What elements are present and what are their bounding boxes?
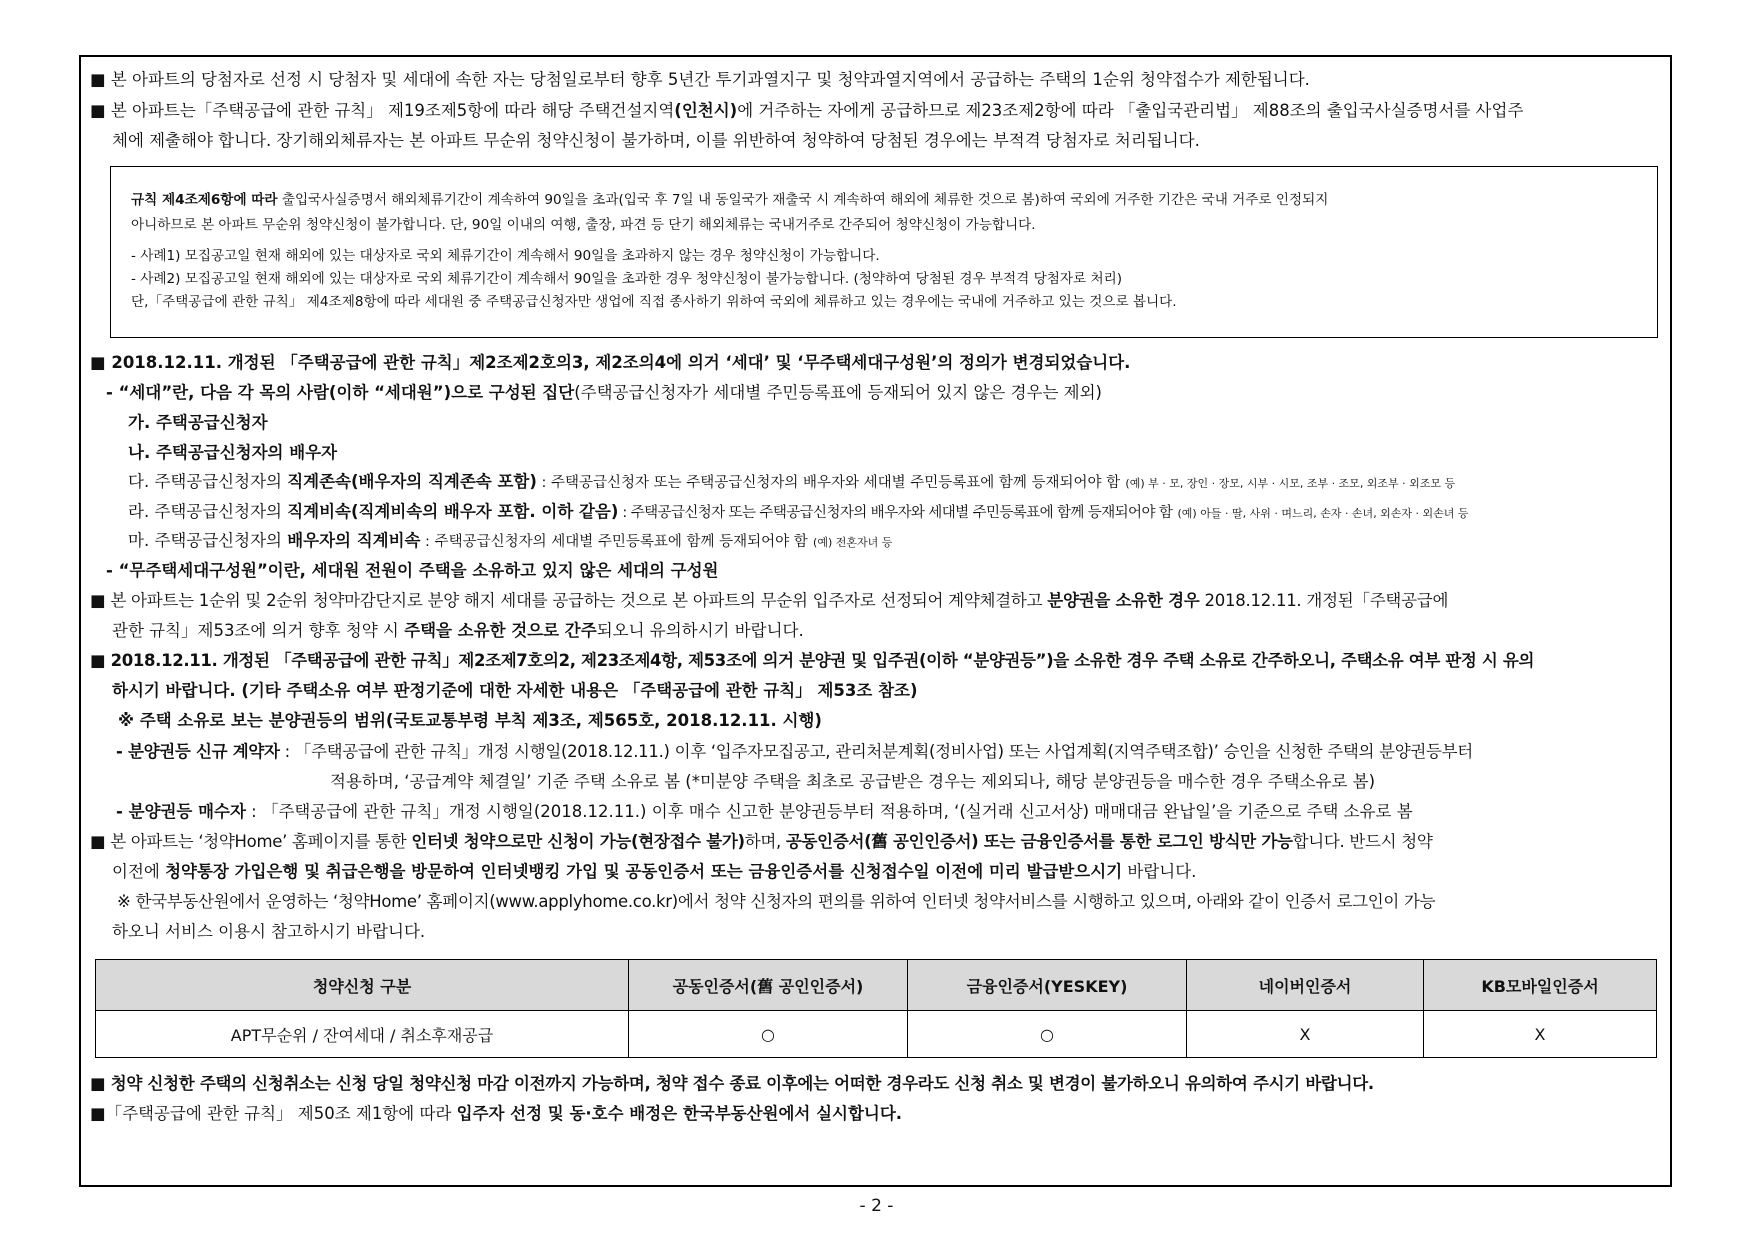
box-case-1: - 사례1) 모집공고일 현재 해외에 있는 대상자로 국외 체류기간이 계속해서 90일을 초과하지 않는 경우 청약신청이 가능합니다. [131,248,880,264]
table-cell: X [1424,1011,1657,1058]
table-header-cell: 청약신청 구분 [96,960,629,1011]
page-number: - 2 - [859,1196,894,1216]
table-cell: ○ [629,1011,908,1058]
box-line-1: 규칙 제4조제6항에 따라 출입국사실증명서 해외체류기간이 계속하여 90일을 초과(입국 후 7일 내 동일국가 재출국 시 계속하여 해외에 체류한 것으로 봄)하여 국외에 거주한 기간은 국내 거주로 인정되지 [131,192,1329,208]
household-item-ga: 가. 주택공급신청자 [128,413,268,432]
household-item-da: 다. 주택공급신청자의 직계존속(배우자의 직계존속 포함) : 주택공급신청자 또는 주택공급신청자의 배우자와 세대별 주민등록표에 함께 등재되어야 함 (예) 부 · 모, 장인 · 장모, 시부 · 시모, 조부 · 조모, 외조부 · 외조모 등 [128,472,1456,491]
box-exception: 단,「주택공급에 관한 규칙」 제4조제8항에 따라 세대원 중 주택공급신청자만 생업에 직접 종사하기 위하여 국외에 체류하고 있는 경우에는 국내에 거주하고 있는 것으로 봅니다. [131,294,1177,310]
household-heading: ■ 2018.12.11. 개정된 「주택공급에 관한 규칙」제2조제2호의3, 제2조의4에 의거 ‘세대’ 및 ‘무주택세대구성원’의 정의가 변경되었습니다. [90,353,1131,372]
bunyang-notice: ■ 본 아파트는 1순위 및 2순위 청약마감단지로 분양 해지 세대를 공급하는 것으로 본 아파트의 무순위 입주자로 선정되어 계약체결하고 분양권을 소유한 경우 2018.12.11. 개정된「주택공급에 [90,591,1449,610]
household-item-ra: 라. 주택공급신청자의 직계비속(직계비속의 배우자 포함. 이하 같음) : 주택공급신청자 또는 주택공급신청자의 배우자와 세대별 주민등록표에 함께 등재되어야 함 (예) 아들 · 딸, 사위 · 며느리, 손자 · 손녀, 외손자 · 외손녀 등 [128,502,1469,521]
bunyang-notice-cont: 관한 규칙」제53조에 의거 향후 청약 시 주택을 소유한 것으로 간주되오니 유의하시기 바랍니다. [112,621,804,640]
notice-winner-restriction: ■ 본 아파트의 당첨자로 선정 시 당첨자 및 세대에 속한 자는 당첨일로부터 향후 5년간 투기과열지구 및 청약과열지역에서 공급하는 주택의 1순위 청약접수가 제한됩니다. [90,70,1310,89]
homeless-member-definition: - “무주택세대구성원”이란, 세대원 전원이 주택을 소유하고 있지 않은 세대의 구성원 [106,561,719,580]
notice-residence: ■ 본 아파트는「주택공급에 관한 규칙」 제19조제5항에 따라 해당 주택건설지역(인천시)에 거주하는 자에게 공급하므로 제23조제2항에 따라 「출입국관리법」 제88조의 출입국사실증명서를 사업주 [90,101,1524,120]
selection-notice: ■「주택공급에 관한 규칙」 제50조 제1항에 따라 입주자 선정 및 동·호수 배정은 한국부동산원에서 실시합니다. [90,1104,903,1123]
household-definition: - “세대”란, 다음 각 목의 사람(이하 “세대원”)으로 구성된 집단(주택공급신청자가 세대별 주민등록표에 등재되어 있지 않은 경우는 제외) [106,383,1102,402]
table-header-cell: 네이버인증서 [1187,960,1424,1011]
bunyang-new-contractor: - 분양권등 신규 계약자 : 「주택공급에 관한 규칙」개정 시행일(2018.12.11.) 이후 ‘입주자모집공고, 관리처분계획(정비사업) 또는 사업계획(지역주택조합)’ 승인을 신청한 주택의 분양권등부터 [116,742,1473,761]
internet-notice-cont: 이전에 청약통장 가입은행 및 취급은행을 방문하여 인터넷뱅킹 가입 및 공동인증서 또는 금융인증서를 신청접수일 이전에 미리 발급받으시기 바랍니다. [112,862,1197,881]
table-header-row [96,960,1657,1011]
table-cell: X [1187,1011,1424,1058]
table-cell: APT무순위 / 잔여세대 / 취소후재공급 [96,1011,629,1058]
household-item-ma: 마. 주택공급신청자의 배우자의 직계비속 : 주택공급신청자의 세대별 주민등록표에 함께 등재되어야 함 (예) 전혼자녀 등 [128,531,893,550]
table-header-cell: KB모바일인증서 [1424,960,1657,1011]
bunyang-ownership-cont: 하시기 바랍니다. (기타 주택소유 여부 판정기준에 대한 자세한 내용은 「주택공급에 관한 규칙」 제53조 참조) [112,681,918,700]
certificate-table [95,959,1657,1058]
overseas-rule-box [110,166,1658,338]
cancellation-notice: ■ 청약 신청한 주택의 신청취소는 신청 당일 청약신청 마감 이전까지 가능하며, 청약 접수 종료 이후에는 어떠한 경우라도 신청 취소 및 변경이 불가하오니 유의하여 주시기 바랍니다. [90,1074,1374,1093]
bunyang-new-contractor-cont: 적용하며, ‘공급계약 체결일’ 기준 주택 소유로 봄 (*미분양 주택을 최초로 공급받은 경우는 제외되나, 해당 분양권등을 매수한 경우 주택소유로 봄) [330,772,1376,791]
bunyang-buyer: - 분양권등 매수자 : 「주택공급에 관한 규칙」개정 시행일(2018.12.11.) 이후 매수 신고한 분양권등부터 적용하며, ‘(실거래 신고서상) 매매대금 완납일’을 기준으로 주택 소유로 봄 [116,802,1413,821]
household-item-na: 나. 주택공급신청자의 배우자 [128,443,338,462]
internet-notice: ■ 본 아파트는 ‘청약Home’ 홈페이지를 통한 인터넷 청약으로만 신청이 가능(현장접수 불가)하며, 공동인증서(舊 공인인증서) 또는 금융인증서를 통한 로그인 방식만 가능합니다. 반드시 청약 [90,832,1433,851]
table-header-cell: 공동인증서(舊 공인인증서) [629,960,908,1011]
box-line-2: 아니하므로 본 아파트 무순위 청약신청이 불가합니다. 단, 90일 이내의 여행, 출장, 파견 등 단기 해외체류는 국내거주로 간주되어 청약신청이 가능합니다. [131,217,1036,233]
applyhome-note-cont: 하오니 서비스 이용시 참고하시기 바랍니다. [112,922,426,941]
notice-residence-cont: 체에 제출해야 합니다. 장기해외체류자는 본 아파트 무순위 청약신청이 불가하며, 이를 위반하여 청약하여 당첨된 경우에는 부적격 당첨자로 처리됩니다. [112,131,1200,150]
applyhome-note: ※ 한국부동산원에서 운영하는 ‘청약Home’ 홈페이지(www.applyhome.co.kr)에서 청약 신청자의 편의를 위하여 인터넷 청약서비스를 시행하고 있으며, 아래와 같이 인증서 로그인이 가능 [117,892,1436,911]
table-cell: ○ [908,1011,1187,1058]
table-header-cell: 금융인증서(YESKEY) [908,960,1187,1011]
bunyang-ownership: ■ 2018.12.11. 개정된 「주택공급에 관한 규칙」제2조제7호의2, 제23조제4항, 제53조에 의거 분양권 및 입주권(이하 “분양권등”)을 소유한 경우 주택 소유로 간주하오니, 주택소유 여부 판정 시 유의 [90,651,1535,670]
table-row [96,1011,1657,1058]
bunyang-scope: ※ 주택 소유로 보는 분양권등의 범위(국토교통부령 부칙 제3조, 제565호, 2018.12.11. 시행) [118,711,822,730]
box-case-2: - 사례2) 모집공고일 현재 해외에 있는 대상자로 국외 체류기간이 계속해서 90일을 초과한 경우 청약신청이 불가능합니다. (청약하여 당첨된 경우 부적격 당첨자로 처리) [131,271,1123,287]
